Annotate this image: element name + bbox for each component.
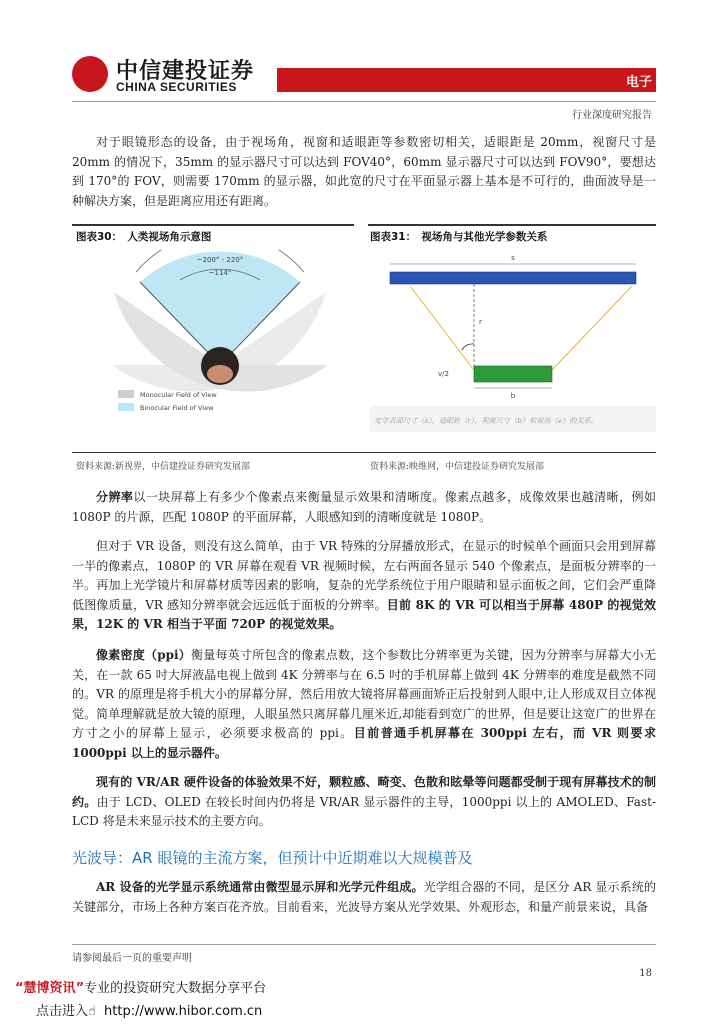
figure31-diagram	[370, 248, 656, 438]
company-logo-mark	[72, 56, 108, 92]
paragraph-hardware: 现有的 VR/AR 硬件设备的体验效果不好，颗粒感、畸变、色散和眩晕等问题都受制于现有屏幕技术的制约。由于 LCD、OLED 在较长时间内仍将是 VR/AR 显示器件的主导，1000ppi 以上的 AMOLED、Fast-LCD 将是未来显示技术的主要方向。	[72, 775, 656, 828]
figure31-caption: 光学表面尺寸（s），适眼距（r），视窗尺寸（b）和视场（v）的关系。	[374, 416, 598, 425]
report-type: 行业深度研究报告	[572, 110, 652, 121]
legend-mono-swatch	[118, 390, 134, 398]
ad-banner-line: “慧博资讯”专业的投资研究大数据分享平台	[15, 981, 267, 996]
ad-link-line[interactable]: 点击进入☝ http://www.hibor.com.cn	[36, 1004, 263, 1019]
label-v2: v/2	[438, 370, 449, 378]
figure-bottom-rule	[72, 452, 656, 453]
eyebox	[474, 366, 552, 382]
figure31-title: 图表31： 视场角与其他光学参数关系	[370, 231, 548, 243]
sector-label: 电子	[625, 75, 652, 90]
footer-notice: 请参阅最后一页的重要声明	[72, 953, 192, 964]
footer-divider	[72, 944, 656, 945]
figure31-source: 资料来源:映维网，中信建投证券研究发展部	[370, 462, 545, 472]
figure30-diagram	[96, 250, 346, 430]
paragraph-ar-optics: AR 设备的光学显示系统通常由微型显示屏和光学元件组成。光学组合器的不同，是区分 AR 显示系统的关键部分，市场上各种方案百花齐放。目前看来，光波导方案从光学效果、外观形态，和量产前景来说，具备	[72, 880, 656, 914]
legend-bino-label: Binocular Field of View	[140, 404, 214, 412]
ray-left	[410, 286, 474, 370]
label-s: s	[511, 254, 515, 262]
cursor-hand-icon: ☝	[88, 1004, 96, 1019]
header-divider	[72, 101, 656, 102]
half-fov-arc	[462, 344, 474, 350]
company-name-en: CHINA SECURITIES	[116, 80, 237, 94]
figure30-source: 资料来源:新视界，中信建投证券研究发展部	[76, 462, 251, 472]
figure30-title: 图表30： 人类视场角示意图	[76, 231, 212, 243]
paragraph-fov: 对于眼镜形态的设备，由于视场角，视窗和适眼距等参数密切相关，适眼距是 20mm，视窗尺寸是 20mm 的情况下，35mm 的显示器尺寸可以达到 FOV40°，60mm 显示器尺寸可以达到 FOV90°，要想达到 170°的 FOV，则需要 170mm 的显示器，如此宽的尺寸在平面显示器上基本是不可行的，曲面波导是一种解决方案，但是距离应用还有距离。	[72, 135, 656, 208]
label-r: r	[479, 318, 482, 326]
page-number: 18	[639, 968, 652, 979]
paragraph-vr-resolution: 但对于 VR 设备，则没有这么简单，由于 VR 特殊的分屏播放形式，在显示的时候单个画面只会用到屏幕一半的像素点，1080P 的 VR 屏幕在观看 VR 视频时候，左右两面各显示 540 个像素点，是面板分辨率的一半。再加上光学镜片和屏幕材质等因素的影响，复杂的光学系统位于用户眼睛和显示面板之间，它们会严重降低图像质量，VR 感知分辨率就会远远低于面板的分辨率。目前 8K 的 VR 可以相当于屏幕 480P 的视觉效果，12K 的 VR 相当于平面 720P 的视觉效果。	[72, 539, 657, 631]
paragraph-resolution: 分辨率以一块屏幕上有多少个像素点来衡量显示效果和清晰度。像素点越多，成像效果也越清晰，例如 1080P 的片源，匹配 1080P 的平面屏幕，人眼感知到的清晰度就是 1080P。	[72, 490, 656, 524]
face-icon	[207, 365, 233, 383]
legend-bino-swatch	[118, 403, 134, 411]
paragraph-ppi: 像素密度（ppi）衡量每英寸所包含的像素点数，这个参数比分辨率更为关键，因为分辨率与屏幕大小无关，在一款 65 吋大屏液晶电视上做到 4K 分辨率与在 6.5 吋的手机屏幕上做到 4K 分辨率的难度是截然不同的。VR 的原理是将手机大小的屏幕分屏，然后用放大镜将屏幕画面矫正后投射到人眼中,让人形成双目立体视觉。简单理解就是放大镜的原理，人眼虽然只离屏幕几厘米近,却能看到宽广的世界，但是要让这宽广的世界在方寸之小的屏幕上显示，必须要求极高的 ppi。目前普通手机屏幕在 300ppi 左右，而 VR 则要求 1000ppi 以上的显示器件。	[72, 648, 656, 760]
label-b: b	[510, 392, 516, 400]
header-bar	[277, 68, 656, 92]
figure30-top-rule	[72, 224, 354, 226]
display-surface	[390, 272, 636, 284]
figure31-top-rule	[368, 224, 656, 226]
ray-right	[552, 286, 632, 370]
section-heading: 光波导：AR 眼镜的主流方案，但预计中近期难以大规模普及	[72, 849, 473, 867]
inner-angle-label: ~114°	[208, 269, 232, 277]
outer-angle-label: ~200° - 220°	[196, 256, 244, 264]
ad-url-link[interactable]: http://www.hibor.com.cn	[104, 1004, 263, 1019]
company-name-cn: 中信建投证券	[116, 59, 255, 84]
legend-mono-label: Monocular Field of View	[140, 391, 217, 399]
